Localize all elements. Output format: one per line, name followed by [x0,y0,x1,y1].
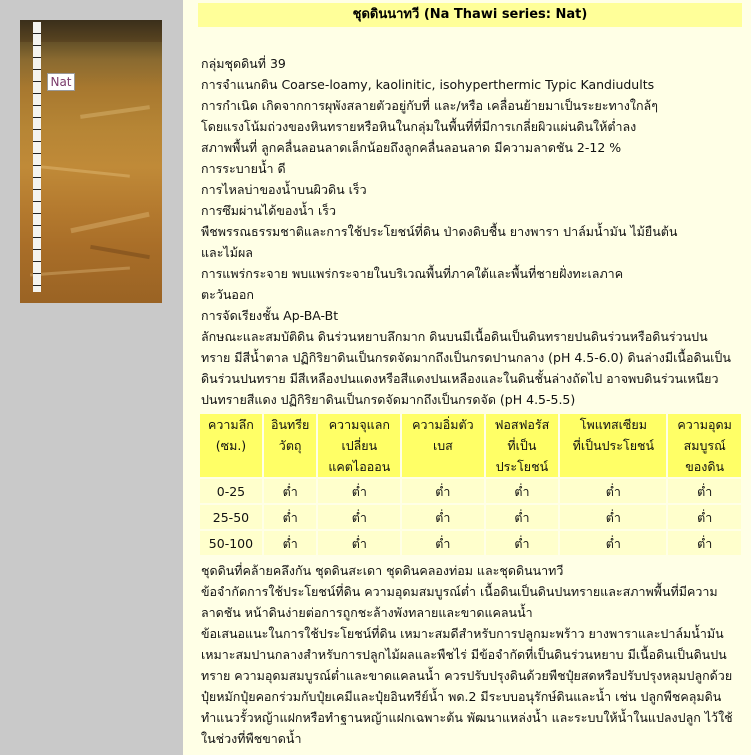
table-cell: ต่ำ [668,479,741,503]
table-body [200,479,741,555]
table-cell: ต่ำ [668,505,741,529]
soil-description [201,53,746,410]
column-header [264,414,317,477]
column-header-line: ความลึก [208,417,254,432]
text-line: กลุ่มชุดดินที่ 39 [201,56,286,71]
text-line: ลักษณะและสมบัติดิน ดินร่วนหยาบลึกมาก ดินบนมีเนื้อดินเป็นดินทรายปนดินร่วนหรือดินร่วนปน [201,329,708,344]
text-line: การแพร่กระจาย พบแพร่กระจายในบริเวณพื้นที่ภาคใต้และพื้นที่ชายฝั่งทะเลภาค [201,266,624,281]
main-content [193,0,751,755]
column-header-line: โพแทสเซียม [579,417,647,432]
column-header [486,414,559,477]
column-header-line: ความอิ่มตัว [412,417,474,432]
column-header-line: วัตถุ [278,438,302,453]
table-cell: ต่ำ [318,505,400,529]
column-header-line: ที่เป็น [507,438,537,453]
table-cell: ต่ำ [560,531,666,555]
table-cell: ต่ำ [486,505,559,529]
table-cell: 0-25 [200,479,262,503]
text-line: การระบายน้ำ ดี [201,161,286,176]
page-title: ชุดดินนาทวี (Na Thawi series: Nat) [198,3,742,27]
table-row [200,531,741,555]
table-cell: ต่ำ [264,479,317,503]
text-line: ทราย มีสีน้ำตาล ปฏิกิริยาดินเป็นกรดจัดมากถึงเป็นกรดปานกลาง (pH 4.5-6.0) ดินล่างมีเนื้อดินเป็น [201,350,731,365]
column-header-line: อินทรีย [270,417,310,432]
table-cell: ต่ำ [486,531,559,555]
column-header [402,414,483,477]
column-header-line: ความอุดม [677,417,732,432]
table-cell: ต่ำ [318,531,400,555]
table-cell: ต่ำ [486,479,559,503]
table-cell: ต่ำ [402,479,483,503]
column-header [318,414,400,477]
text-line: ในช่วงที่พืชขาดน้ำ [201,731,302,746]
column-header-line: เปลี่ยน [341,438,378,453]
text-line: ข้อจำกัดการใช้ประโยชน์ที่ดิน ความอุดมสมบูรณ์ต่ำ เนื้อดินเป็นดินปนทรายและสภาพพื้นที่มีความ [201,584,718,599]
table-row [200,479,741,503]
column-header-line: แคตไอออน [328,459,391,474]
text-line: ดินร่วนปนทราย มีสีเหลืองปนแดงหรือสีแดงปนเหลืองและในดินชั้นล่างถัดไป อาจพบดินร่วนเหนียว [201,371,719,386]
text-line: และไม้ผล [201,245,253,260]
column-header-line: ประโยชน์ [495,459,549,474]
text-line: พืชพรรณธรรมชาติและการใช้ประโยชน์ที่ดิน ป่าดงดิบชื้น ยางพารา ปาล์มน้ำมัน ไม้ยืนต้น [201,224,678,239]
table-cell: 25-50 [200,505,262,529]
column-header-line: (ซม.) [215,438,247,453]
column-header-line: ที่เป็นประโยชน์ [572,438,655,453]
text-line: การไหลบ่าของน้ำบนผิวดิน เร็ว [201,182,367,197]
table-cell: ต่ำ [560,479,666,503]
text-line: การจัดเรียงชั้น Ap-BA-Bt [201,308,339,323]
table-cell: ต่ำ [402,531,483,555]
table-cell: ต่ำ [264,531,317,555]
text-line: เหมาะสมปานกลางสำหรับการปลูกไม้ผลและพืชไร่ มีข้อจำกัดที่เป็นดินร่วนหยาบ มีเนื้อดินเป็นดินปน [201,647,727,662]
table-header-row [200,414,741,477]
table-cell: 50-100 [200,531,262,555]
text-line: ลาดชัน หน้าดินง่ายต่อการถูกชะล้างพังทลายและขาดแคลนน้ำ [201,605,533,620]
table-cell: ต่ำ [560,505,666,529]
text-line: สภาพพื้นที่ ลูกคลื่นลอนลาดเล็กน้อยถึงลูกคลื่นลอนลาด มีความลาดชัน 2-12 % [201,140,622,155]
text-line: ปุ๋ยหมักปุ๋ยคอกร่วมกับปุ๋ยเคมีและปุ๋ยอินทรีย์น้ำ พด.2 มีระบบอนุรักษ์ดินและน้ำ เช่น ปลูกพืชคลุมดิน [201,689,722,704]
table-row [200,505,741,529]
photo-label: Nat [47,73,75,91]
column-header-line: สมบูรณ์ [683,438,726,453]
table-cell: ต่ำ [318,479,400,503]
text-line: โดยแรงโน้มถ่วงของหินทรายหรือหินในกลุ่มในพื้นที่ที่มีการเกลี่ยผิวแผ่นดินให้ต่ำลง [201,119,637,134]
text-line: การจำแนกดิน Coarse-loamy, kaolinitic, isohyperthermic Typic Kandiudults [201,77,655,92]
text-line: การซึมผ่านได้ของน้ำ เร็ว [201,203,337,218]
text-line: ทราย ความอุดมสมบูรณ์ต่ำและขาดแคลนน้ำ ควรปรับปรุงดินด้วยพืชปุ๋ยสดหรือปรับปรุงหลุมปลูกด้วย [201,668,733,683]
column-header-line: ของดิน [685,459,725,474]
soil-usage-notes [201,560,746,749]
table-cell: ต่ำ [264,505,317,529]
sidebar [0,0,183,755]
column-header [200,414,262,477]
measuring-ruler-icon [33,22,41,292]
table-cell: ต่ำ [402,505,483,529]
soil-properties-table [198,412,743,557]
table-cell: ต่ำ [668,531,741,555]
text-line: ปนทรายสีแดง ปฏิกิริยาดินเป็นกรดจัดมากถึงเป็นกรดจัด (pH 4.5-5.5) [201,392,576,407]
soil-profile-photo [20,20,162,303]
column-header-line: เบส [432,438,453,453]
text-line: การกำเนิด เกิดจากการผุพังสลายตัวอยู่กับที่ และ/หรือ เคลื่อนย้ายมาเป็นระยะทางใกล้ๆ [201,98,658,113]
column-header [560,414,666,477]
column-header-line: ฟอสฟอรัส [494,417,550,432]
text-line: ชุดดินที่คล้ายคลึงกัน ชุดดินสะเดา ชุดดินคลองท่อม และชุดดินนาทวี [201,563,564,578]
column-header-line: ความจุแลก [328,417,390,432]
text-line: ตะวันออก [201,287,254,302]
text-line: ทำแนวรั้วหญ้าแฝกหรือทำฐานหญ้าแฝกเฉพาะต้น พัฒนาแหล่งน้ำ และระบบให้น้ำในแปลงปลูก ไว้ใช้ [201,710,733,725]
text-line: ข้อเสนอแนะในการใช้ประโยชน์ที่ดิน เหมาะสมดีสำหรับการปลูกมะพร้าว ยางพาราและปาล์มน้ำมัน [201,626,724,641]
column-header [668,414,741,477]
